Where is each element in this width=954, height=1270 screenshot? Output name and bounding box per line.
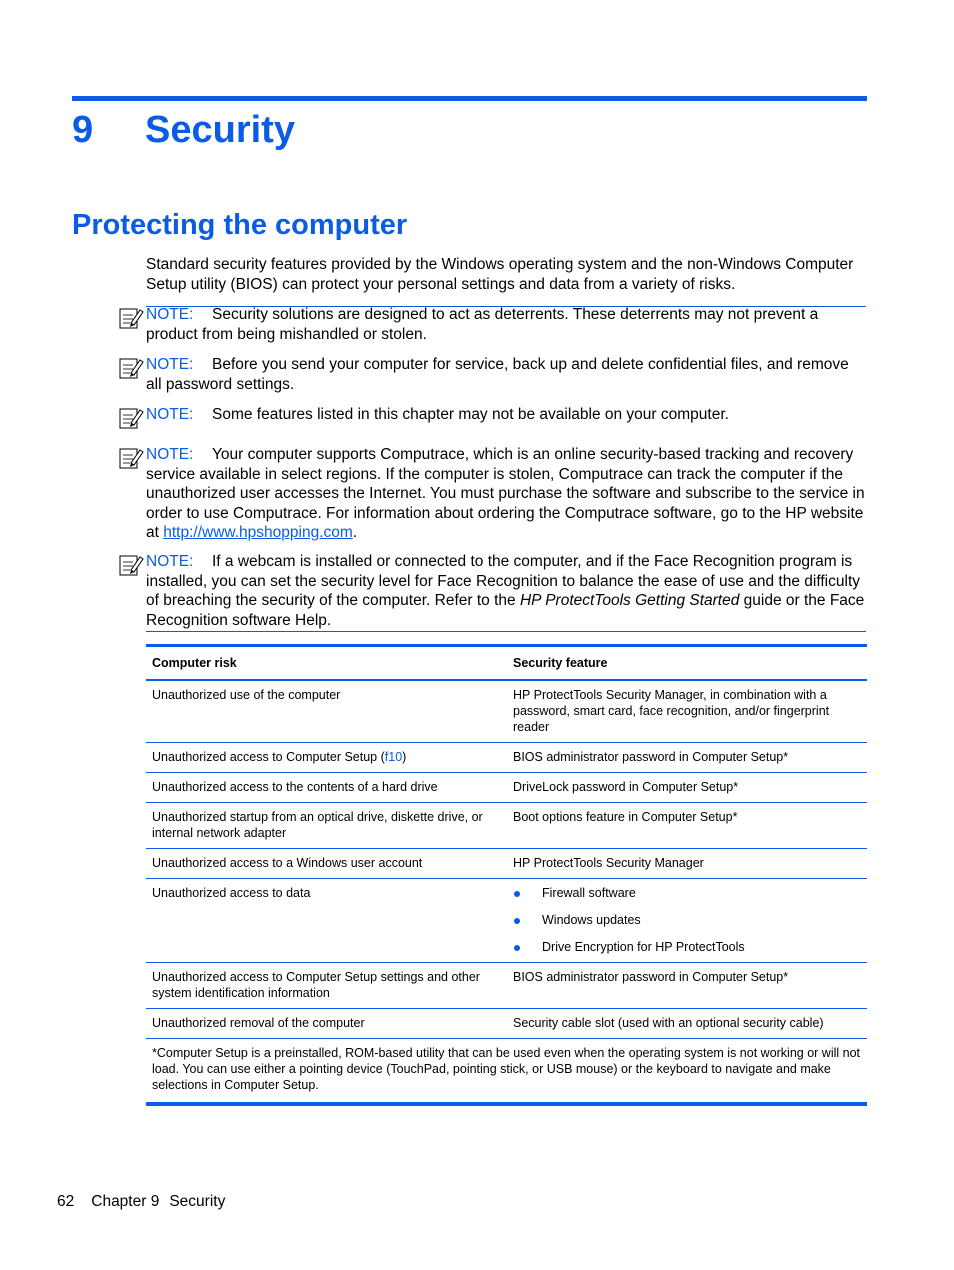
table-row: [146, 743, 867, 773]
bullet-icon: [514, 918, 520, 924]
table-footnote: *Computer Setup is a preinstalled, ROM-based utility that can be used even when the operating system is not working or will not load. You can use either a pointing device (TouchPad, pointing stick, or USB mouse) or the keyboard to navigate and make selections in Computer Setup.: [146, 1039, 867, 1105]
note-text-end: .: [352, 524, 358, 541]
table-row: [146, 1009, 867, 1039]
table-row: [146, 680, 867, 743]
feature-cell: Security cable slot (used with an optional security cable): [507, 1009, 867, 1039]
risk-text-end: ): [402, 750, 407, 764]
note-text: Before you send your computer for service, back up and delete confidential files, and remove all password settings.: [146, 356, 849, 393]
risk-cell: [146, 743, 507, 773]
bullet-text: Drive Encryption for HP ProtectTools: [542, 940, 745, 954]
chapter-name: Security: [145, 109, 295, 151]
note-divider: [146, 631, 866, 632]
feature-cell: DriveLock password in Computer Setup*: [507, 773, 867, 803]
note-pencil-icon: [118, 306, 144, 330]
chapter-top-rule: [72, 96, 867, 101]
risk-cell: Unauthorized access to a Windows user account: [146, 849, 507, 879]
note-label: NOTE:: [146, 446, 194, 463]
note-text: If a webcam is installed or connected to the computer, and if the Face Recognition program is installed, you can set the security level for Face Recognition to balance the ease of use and the difficulty of breaching the security of the computer. Refer to the: [146, 553, 860, 609]
risk-cell: Unauthorized access to Computer Setup settings and other system identification information: [146, 963, 507, 1009]
table-row: [146, 849, 867, 879]
feature-cell: HP ProtectTools Security Manager, in combination with a password, smart card, face recognition, and/or fingerprint reader: [507, 680, 867, 743]
note-pencil-icon: [118, 553, 144, 577]
note-security-deterrents: [146, 305, 866, 344]
feature-cell: [507, 879, 867, 963]
risk-text: Unauthorized access to Computer Setup (: [152, 750, 385, 764]
hpshopping-link[interactable]: http://www.hpshopping.com: [163, 524, 353, 541]
note-label: NOTE:: [146, 553, 194, 570]
note-features-availability: [146, 405, 866, 425]
section-title: Protecting the computer: [72, 209, 408, 241]
risk-cell: Unauthorized access to data: [146, 879, 507, 963]
footer-chapter-name: Security: [169, 1193, 226, 1210]
feature-cell: HP ProtectTools Security Manager: [507, 849, 867, 879]
list-item: [513, 912, 861, 928]
note-text-end: guide or the Face Recognition software Help.: [146, 592, 865, 629]
table-header-row: [146, 646, 867, 681]
note-service-backup: [146, 355, 866, 394]
table-footnote-row: [146, 1039, 867, 1105]
feature-cell: Boot options feature in Computer Setup*: [507, 803, 867, 849]
feature-cell: BIOS administrator password in Computer Setup*: [507, 963, 867, 1009]
note-text: Security solutions are designed to act as deterrents. These deterrents may not prevent a product from being mishandled or stolen.: [146, 306, 819, 343]
bullet-icon: [514, 891, 520, 897]
risk-cell: Unauthorized use of the computer: [146, 680, 507, 743]
note-pencil-icon: [118, 406, 144, 430]
table-row: [146, 879, 867, 963]
risk-cell: Unauthorized removal of the computer: [146, 1009, 507, 1039]
page-number: 62: [57, 1193, 75, 1210]
note-label: NOTE:: [146, 306, 194, 323]
bullet-text: Firewall software: [542, 886, 636, 900]
note-pencil-icon: [118, 446, 144, 470]
chapter-number: 9: [72, 109, 94, 151]
footer-chapter-label: Chapter 9: [91, 1193, 160, 1210]
note-text: Your computer supports Computrace, which is an online security-based tracking and recovery service available in select regions. If the computer is stolen, Computrace can track the computer if the unauthorized user accesses the Internet. You must purchase the software and subscribe to the service in order to use Computrace. For information about ordering the Computrace software, go to the HP website at: [146, 446, 865, 541]
guide-title: HP ProtectTools Getting Started: [519, 592, 740, 609]
chapter-title: [72, 106, 295, 154]
table-row: [146, 963, 867, 1009]
risk-cell: Unauthorized startup from an optical drive, diskette drive, or internal network adapter: [146, 803, 507, 849]
feature-bullet-list: [513, 885, 861, 955]
table-row: [146, 803, 867, 849]
page-footer: [57, 1192, 225, 1212]
bullet-icon: [514, 945, 520, 951]
f10-key: f10: [384, 750, 403, 764]
header-computer-risk: Computer risk: [146, 646, 507, 681]
note-label: NOTE:: [146, 356, 194, 373]
list-item: [513, 939, 861, 955]
feature-cell: BIOS administrator password in Computer Setup*: [507, 743, 867, 773]
note-label: NOTE:: [146, 406, 194, 423]
list-item: [513, 885, 861, 901]
risk-cell: Unauthorized access to the contents of a hard drive: [146, 773, 507, 803]
header-security-feature: Security feature: [507, 646, 867, 681]
note-pencil-icon: [118, 356, 144, 380]
security-features-table: [146, 644, 867, 1106]
note-face-recognition: [146, 552, 866, 630]
note-computrace: [146, 445, 866, 543]
table-row: [146, 773, 867, 803]
intro-paragraph: Standard security features provided by the Windows operating system and the non-Windows Computer Setup utility (BIOS) can protect your personal settings and data from a variety of risks.: [146, 256, 854, 293]
bullet-text: Windows updates: [542, 913, 641, 927]
note-text: Some features listed in this chapter may not be available on your computer.: [212, 406, 729, 423]
